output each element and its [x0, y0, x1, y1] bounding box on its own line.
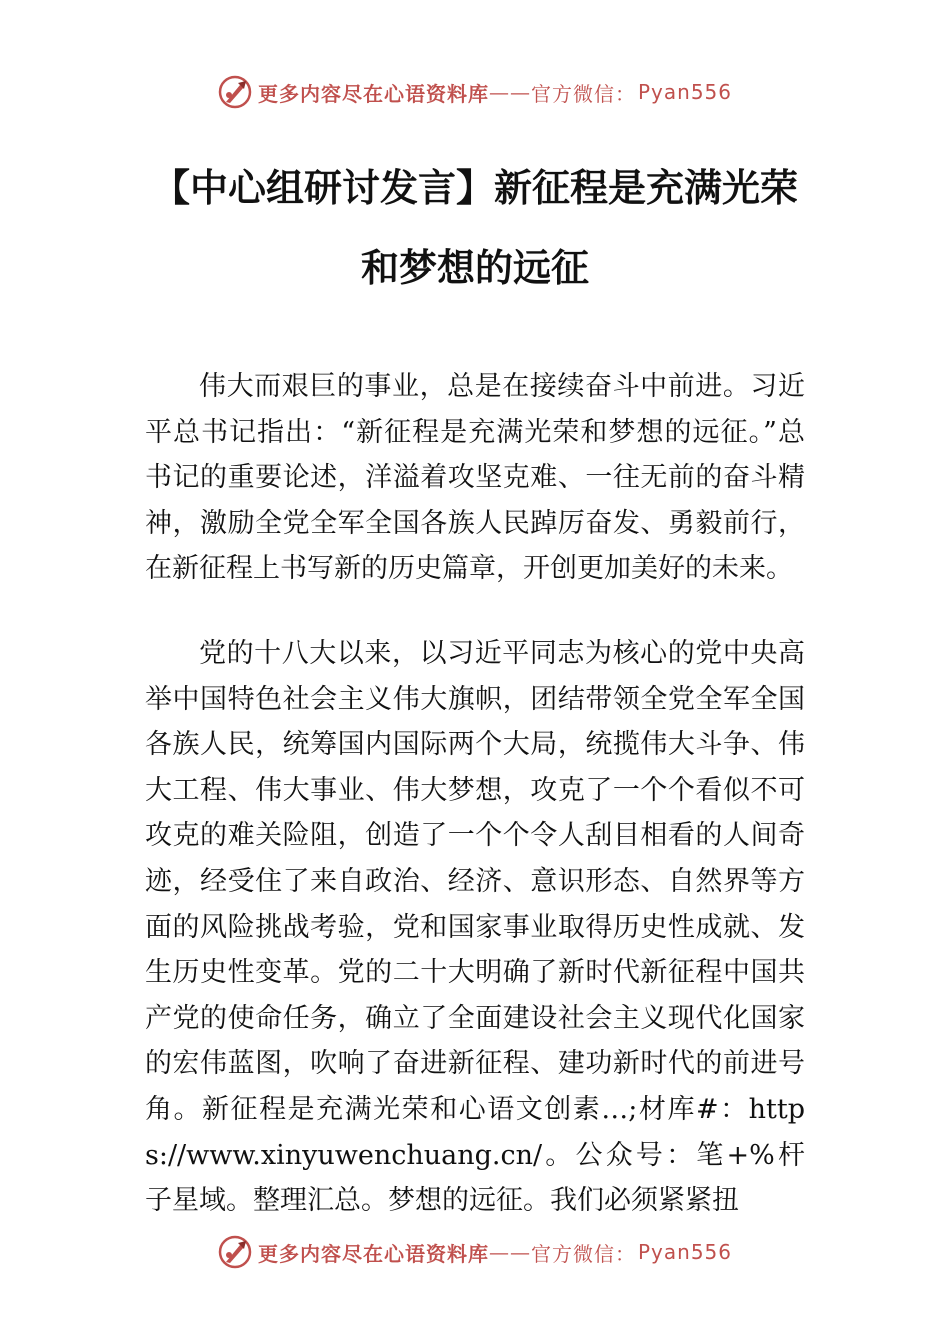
banner-label: 官方微信： [530, 1241, 636, 1266]
quill-logo-icon [218, 1235, 252, 1269]
banner-label: 官方微信： [530, 81, 636, 106]
footer-banner [0, 1230, 950, 1274]
paragraph: 党的十八大以来，以习近平同志为核心的党中央高举中国特色社会主义伟大旗帜，团结带领全党全军全国各族人民，统筹国内国际两个大局，统揽伟大斗争、伟大工程、伟大事业、伟大梦想，攻克了一个个看似不可攻克的难关险阻，创造了一个个令人刮目相看的人间奇迹，经受住了来自政治、经济、意识形态、自然界等方面的风险挑战考验，党和国家事业取得历史性成就、发生历史性变革。党的二十大明确了新时代新征程中国共产党的使命任务，确立了全面建设社会主义现代化国家的宏伟蓝图，吹响了奋进新征程、建功新时代的前进号角。新征程是充满光荣和心语文创素…;材库#：https://www.xinyuwenchuang.cn/。公众号：笔+%杆子星域。整理汇总。梦想的远征。我们必须紧紧扭 [145, 638, 805, 1217]
banner-wechat-id: Pyan556 [637, 80, 732, 104]
banner-separator: —— [488, 80, 531, 104]
banner-separator: —— [488, 1240, 531, 1264]
quill-logo-icon [218, 75, 252, 109]
document-title: 【中心组研讨发言】新征程是充满光荣和梦想的远征 [151, 166, 798, 290]
banner-brand-text: 更多内容尽在心语资料库 [257, 1241, 489, 1266]
header-banner [0, 70, 950, 114]
banner-wechat-id: Pyan556 [637, 1240, 732, 1264]
banner-brand-text: 更多内容尽在心语资料库 [257, 81, 489, 106]
paragraph: 伟大而艰巨的事业，总是在接续奋斗中前进。习近平总书记指出：“新征程是充满光荣和梦想的远征。”总书记的重要论述，洋溢着攻坚克难、一往无前的奋斗精神，激励全党全军全国各族人民踔厉奋发、勇毅前行，在新征程上书写新的历史篇章，开创更加美好的未来。 [145, 371, 805, 585]
